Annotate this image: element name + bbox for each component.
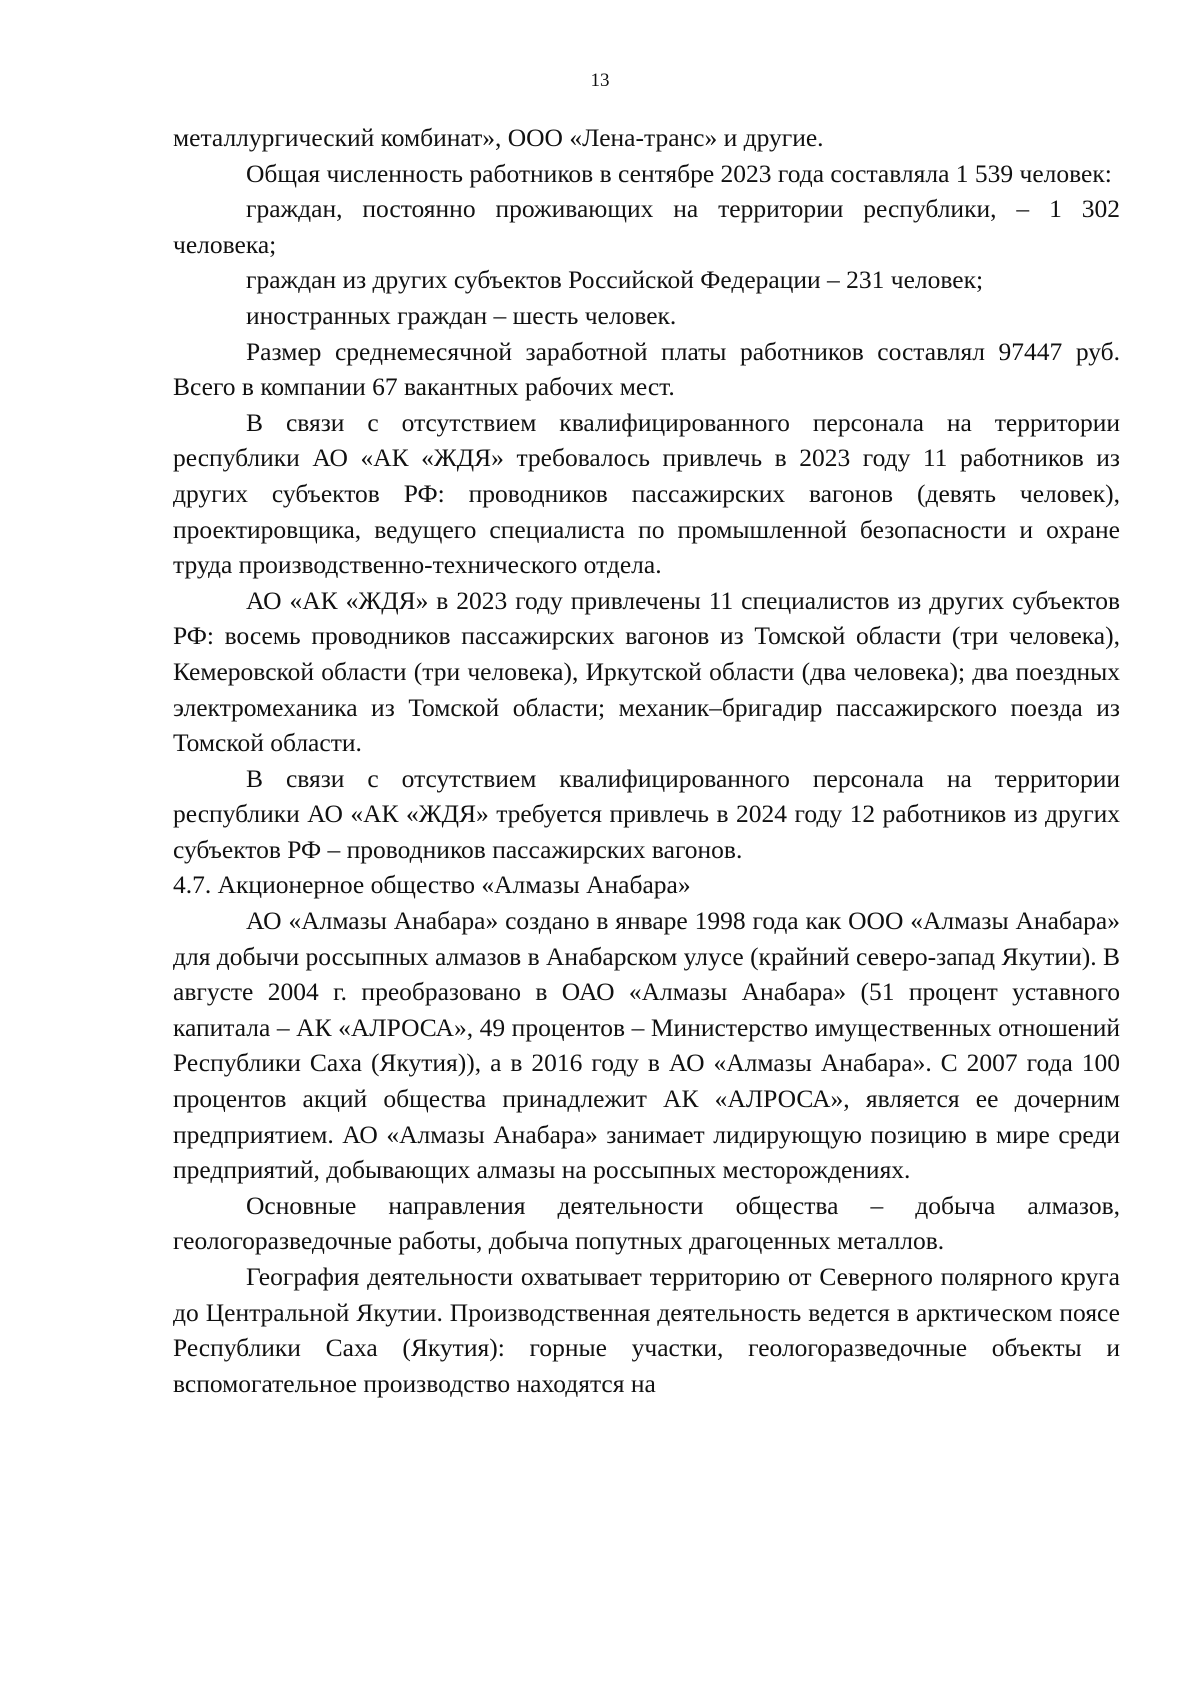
paragraph: АО «Алмазы Анабара» создано в январе 1998 года как ООО «Алмазы Анабара» для добычи россыпных алмазов в Анабарском улусе (крайний северо-запад Якутии). В августе 2004 г. преобразовано в ОАО «Алмазы Анабара» (51 процент уставного капитала – АК «АЛРОСА», 49 процентов – Министерство имущественных отношений Республики Саха (Якутия)), а в 2016 году в АО «Алмазы Анабара». С 2007 года 100 процентов акций общества принадлежит АК «АЛРОСА», является ее дочерним предприятием. АО «Алмазы Анабара» занимает лидирующую позицию в мире среди предприятий, добывающих алмазы на россыпных месторождениях. <box>173 906 1120 1185</box>
section-title: 4.7. Акционерное общество «Алмазы Анабара» <box>173 870 691 900</box>
document-body <box>173 120 1120 1401</box>
paragraph: АО «АК «ЖДЯ» в 2023 году привлечены 11 специалистов из других субъектов РФ: восемь проводников пассажирских вагонов из Томской области (три человека), Кемеровской области (три человека), Иркутской области (два человека); два поездных электромеханика из Томской области; механик–бригадир пассажирского поезда из Томской области. <box>173 585 1120 758</box>
paragraph: металлургический комбинат», ООО «Лена-транс» и другие. <box>173 123 824 152</box>
paragraph: иностранных граждан – шесть человек. <box>246 300 677 330</box>
paragraphs-after-section <box>173 903 1120 1401</box>
paragraph: Основные направления деятельности общества – добыча алмазов, геологоразведочные работы, добыча попутных драгоценных металлов. <box>173 1190 1120 1256</box>
paragraph: граждан, постоянно проживающих на территории республики, – 1 302 человека; <box>173 194 1120 259</box>
paragraph: В связи с отсутствием квалифицированного персонала на территории республики АО «АК «ЖДЯ» требовалось привлечь в 2023 году 11 работников из других субъектов РФ: проводников пассажирских вагонов (девять человек), проектировщика, ведущего специалиста по промышленной безопасности и охране труда производственно-технического отдела. <box>173 407 1120 580</box>
paragraph: Размер среднемесячной заработной платы работников составлял 97447 руб. Всего в компании 67 вакантных рабочих мест. <box>173 336 1120 402</box>
paragraph: В связи с отсутствием квалифицированного персонала на территории республики АО «АК «ЖДЯ» требуется привлечь в 2024 году 12 работников из других субъектов РФ – проводников пассажирских вагонов. <box>173 763 1120 864</box>
paragraphs-before-section <box>173 120 1120 867</box>
paragraph: География деятельности охватывает территорию от Северного полярного круга до Центральной Якутии. Производственная деятельность ведется в арктическом поясе Республики Саха (Якутия): горные участки, геологоразведочные объекты и вспомогательное производство находятся на <box>173 1262 1120 1398</box>
paragraph: граждан из других субъектов Российской Федерации – 231 человек; <box>246 265 984 295</box>
paragraph: Общая численность работников в сентябре 2023 года составляла 1 539 человек: <box>246 158 1112 188</box>
page-number: 13 <box>590 70 610 91</box>
